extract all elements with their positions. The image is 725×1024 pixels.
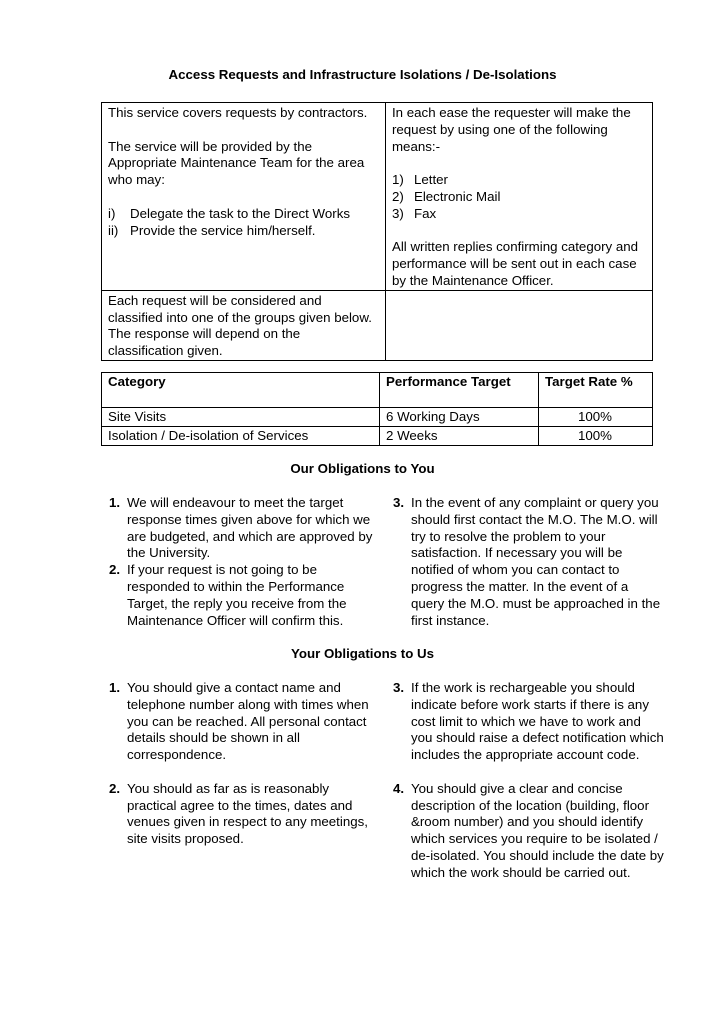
our-obligations-right: [393, 495, 665, 629]
list-marker: i): [108, 205, 116, 221]
intro-table: [101, 102, 653, 361]
header-category: Category: [102, 373, 380, 408]
item-number: 3.: [393, 680, 405, 695]
intro-left-cell: [102, 103, 386, 291]
obligation-item: [109, 680, 381, 764]
intro-right-cell: [385, 103, 652, 291]
your-obligations-right: [393, 680, 665, 882]
item-number: 4.: [393, 780, 405, 796]
table-row: [102, 408, 653, 427]
row-category: Site Visits: [102, 408, 380, 427]
obligation-item: [109, 495, 379, 562]
intro-left-p1: This service covers requests by contractors.: [108, 105, 368, 120]
table-row: [102, 426, 653, 445]
obligation-item: [393, 495, 665, 629]
item-text: You should give a clear and concise description of the location (building, floor &room number) and you should identify which services you require to be isolated / de-isolated. You should include the date by which the work should be carried out.: [411, 780, 664, 880]
item-text: We will endeavour to meet the target response times given above for which we are budgeted, and which are approved by the University.: [127, 495, 373, 561]
obligation-item: [393, 680, 665, 764]
item-number: 2.: [109, 780, 121, 796]
item-text: You should give a contact name and telephone number along with times when you can be reached. All personal contact details should be shown in all correspondence.: [127, 680, 369, 763]
row-performance-target: 6 Working Days: [380, 408, 539, 427]
classification-text: Each request will be considered and classified into one of the groups given below. The response will depend on the classification given.: [108, 292, 372, 359]
row-target-rate: 100%: [539, 426, 653, 445]
intro-right-p2: All written replies confirming category and performance will be sent out in each case by the Maintenance Officer.: [391, 239, 639, 288]
list-marker: 3): [391, 205, 404, 221]
our-obligations-heading: Our Obligations to You: [290, 461, 435, 476]
your-obligations-heading: Your Obligations to Us: [290, 646, 435, 661]
your-obligations-left: [109, 680, 381, 848]
item-number: 2.: [109, 562, 121, 578]
row-target-rate: 100%: [539, 408, 653, 427]
provide-item: [108, 223, 378, 240]
header-performance-target: Performance Target: [380, 373, 539, 408]
intro-bottom-left-cell: [102, 290, 386, 360]
list-text: Fax: [413, 205, 437, 221]
obligation-item: [109, 781, 381, 848]
delegate-item: [108, 206, 378, 223]
obligation-item: [109, 562, 379, 629]
intro-right-p1: In each ease the requester will make the request by using one of the following means:-: [391, 105, 631, 154]
row-performance-target: 2 Weeks: [380, 426, 539, 445]
item-text: In the event of any complaint or query you should first contact the M.O. The M.O. will try to resolve the problem to your satisfaction. If necessary you will be notified of whom you can contact to progress the matter. In the event of a query the M.O. must be approached in the first instance.: [411, 495, 661, 628]
obligation-item: [393, 781, 665, 882]
list-marker: 1): [391, 172, 404, 188]
means-item-email: [392, 189, 645, 206]
means-item-fax: [392, 206, 645, 223]
item-number: 3.: [393, 495, 405, 510]
list-text: Electronic Mail: [413, 188, 501, 204]
list-text: Letter: [413, 172, 448, 188]
targets-table: [101, 372, 653, 446]
item-text: If your request is not going to be responded to within the Performance Target, the reply you receive from the Maintenance Officer will confirm this.: [127, 562, 347, 628]
list-text: Delegate the task to the Direct Works: [130, 205, 350, 221]
item-number: 1.: [109, 495, 121, 510]
row-category: Isolation / De-isolation of Services: [102, 426, 380, 445]
header-target-rate: Target Rate %: [539, 373, 653, 408]
intro-left-p2: The service will be provided by the Appropriate Maintenance Team for the area who may:: [108, 138, 365, 188]
item-number: 1.: [109, 680, 121, 695]
intro-bottom-right-cell: [385, 290, 652, 360]
item-text: You should as far as is reasonably practical agree to the times, dates and venues given in respect to any meetings, site visits proposed.: [127, 780, 368, 847]
our-obligations-left: [109, 495, 379, 629]
document-title: Access Requests and Infrastructure Isolations / De-Isolations: [168, 67, 557, 82]
list-marker: ii): [108, 222, 119, 238]
item-text: If the work is rechargeable you should indicate before work starts if there is any cost limit to which we have to work and you should raise a defect notification which includes the appropriate account code.: [411, 680, 664, 763]
list-marker: 2): [391, 188, 404, 204]
list-text: Provide the service him/herself.: [130, 222, 316, 238]
means-item-letter: [392, 172, 645, 189]
